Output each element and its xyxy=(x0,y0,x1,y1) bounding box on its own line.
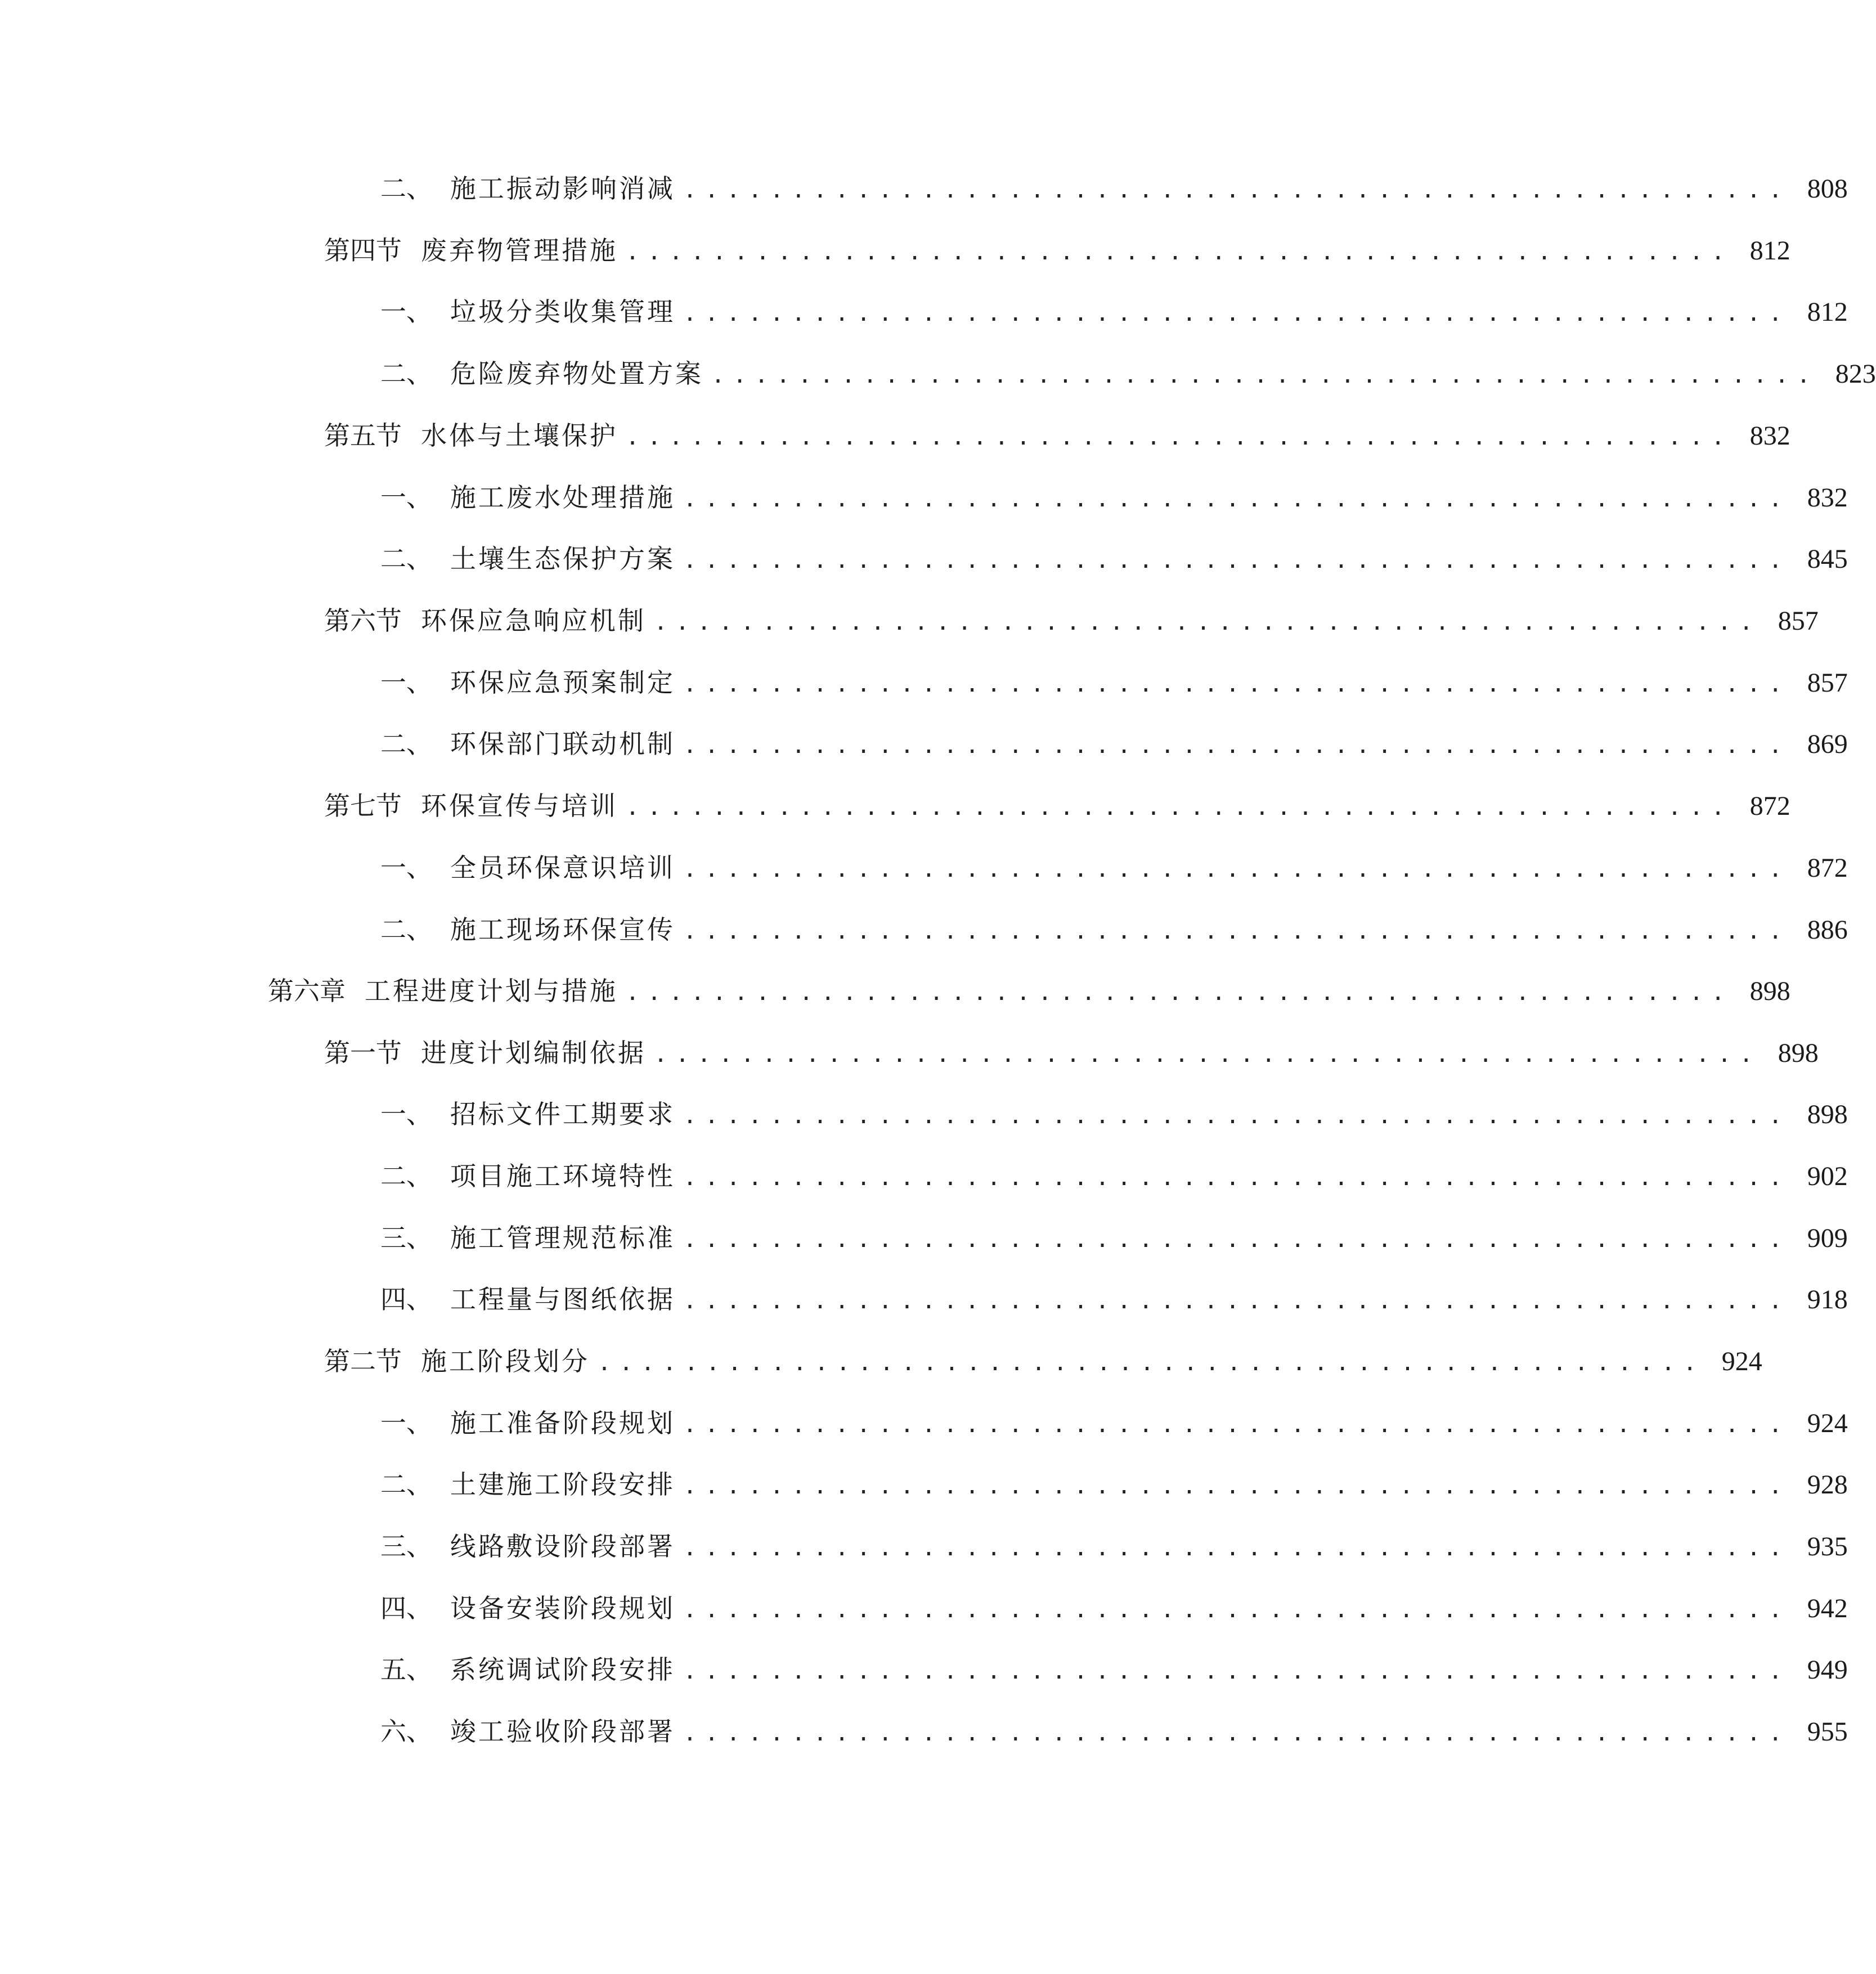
toc-entry-page: 898 xyxy=(1749,976,1790,1006)
toc-entry-number: 二、 xyxy=(380,358,432,389)
toc-leader-dots: ................................................... xyxy=(683,671,1790,697)
toc-entry[interactable] xyxy=(380,907,1848,952)
toc-entry-number: 第一节 xyxy=(324,1038,402,1068)
toc-entry-title: 全员环保意识培训 xyxy=(450,853,675,883)
toc-entry[interactable] xyxy=(380,845,1848,890)
toc-entry-title: 设备安装阶段规划 xyxy=(450,1593,675,1623)
toc-leader-dots: ................................................... xyxy=(683,1473,1790,1499)
toc-entry[interactable] xyxy=(324,598,1819,643)
toc-entry[interactable] xyxy=(380,1709,1848,1754)
toc-entry-number: 二、 xyxy=(380,173,432,204)
toc-entry[interactable] xyxy=(380,1154,1848,1199)
toc-entry-page: 935 xyxy=(1807,1532,1848,1562)
toc-entry-title: 施工废水处理措施 xyxy=(450,482,675,513)
toc-entry-page: 869 xyxy=(1807,729,1848,759)
toc-entry-title: 环保应急响应机制 xyxy=(421,605,646,636)
toc-entry-page: 857 xyxy=(1807,668,1848,698)
toc-entry-title: 土建施工阶段安排 xyxy=(450,1469,675,1500)
toc-entry-page: 955 xyxy=(1807,1717,1848,1747)
toc-entry-number: 四、 xyxy=(380,1284,432,1314)
toc-entry-number: 三、 xyxy=(380,1223,432,1253)
toc-leader-dots: ................................................... xyxy=(683,1535,1790,1561)
toc-entry-number: 一、 xyxy=(380,667,432,698)
toc-leader-dots: ................................................... xyxy=(654,609,1761,635)
toc-entry-title: 工程进度计划与措施 xyxy=(365,976,618,1006)
toc-entry-number: 第六节 xyxy=(324,605,402,636)
toc-entry[interactable] xyxy=(380,166,1848,211)
toc-entry-number: 四、 xyxy=(380,1593,432,1623)
toc-entry-number: 一、 xyxy=(380,482,432,513)
toc-leader-dots: ................................................... xyxy=(683,856,1790,882)
toc-entry-number: 六、 xyxy=(380,1716,432,1747)
toc-entry-number: 一、 xyxy=(380,297,432,327)
toc-entry[interactable] xyxy=(324,783,1790,828)
toc-entry[interactable] xyxy=(380,1462,1848,1507)
toc-leader-dots: ................................................... xyxy=(626,795,1733,820)
toc-entry[interactable] xyxy=(380,660,1848,705)
toc-leader-dots: ................................................... xyxy=(654,1042,1761,1067)
toc-leader-dots: ................................................... xyxy=(626,239,1733,265)
toc-entry[interactable] xyxy=(324,1339,1762,1384)
toc-entry-title: 施工管理规范标准 xyxy=(450,1223,675,1253)
toc-entry-page: 928 xyxy=(1807,1470,1848,1500)
toc-entry-title: 施工准备阶段规划 xyxy=(450,1408,675,1438)
toc-entry-number: 第四节 xyxy=(324,235,402,266)
toc-leader-dots: ................................................... xyxy=(598,1350,1705,1376)
toc-entry-page: 832 xyxy=(1807,483,1848,513)
toc-entry[interactable] xyxy=(324,228,1790,273)
toc-entry-page: 832 xyxy=(1749,421,1790,451)
toc-entry-title: 危险废弃物处置方案 xyxy=(450,358,703,389)
toc-leader-dots: ................................................... xyxy=(683,733,1790,759)
toc-entry-page: 902 xyxy=(1807,1161,1848,1191)
toc-leader-dots: ................................................... xyxy=(683,1720,1790,1746)
toc-entry[interactable] xyxy=(380,1401,1848,1446)
toc-entry-page: 909 xyxy=(1807,1223,1848,1253)
toc-leader-dots: ................................................... xyxy=(683,1165,1790,1191)
toc-entry[interactable] xyxy=(380,1277,1848,1322)
toc-entry-title: 水体与土壤保护 xyxy=(421,420,618,451)
toc-entry-title: 线路敷设阶段部署 xyxy=(450,1531,675,1562)
toc-entry-number: 二、 xyxy=(380,1161,432,1191)
toc-entry-number: 一、 xyxy=(380,853,432,883)
toc-entry-page: 823 xyxy=(1835,359,1876,389)
toc-entry-page: 949 xyxy=(1807,1655,1848,1685)
toc-entry-number: 二、 xyxy=(380,544,432,574)
toc-entry[interactable] xyxy=(268,968,1790,1013)
toc-entry[interactable] xyxy=(380,475,1848,520)
toc-entry-page: 872 xyxy=(1749,791,1790,821)
toc-entry[interactable] xyxy=(380,1215,1848,1260)
toc-entry-page: 898 xyxy=(1807,1100,1848,1129)
toc-entry[interactable] xyxy=(380,351,1876,396)
toc-leader-dots: ................................................... xyxy=(683,1597,1790,1623)
toc-leader-dots: ................................................... xyxy=(683,486,1790,512)
toc-entry-number: 五、 xyxy=(380,1654,432,1685)
toc-entry-title: 工程量与图纸依据 xyxy=(450,1284,675,1314)
toc-leader-dots: ................................................... xyxy=(711,362,1819,388)
toc-leader-dots: ................................................... xyxy=(683,1227,1790,1253)
toc-leader-dots: ................................................... xyxy=(683,1103,1790,1129)
toc-entry-title: 施工现场环保宣传 xyxy=(450,914,675,945)
toc-entry-page: 924 xyxy=(1721,1347,1762,1376)
toc-entry[interactable] xyxy=(380,289,1848,334)
toc-entry[interactable] xyxy=(380,1092,1848,1137)
toc-entry-number: 二、 xyxy=(380,914,432,945)
toc-entry-title: 土壤生态保护方案 xyxy=(450,544,675,574)
toc-entry[interactable] xyxy=(324,413,1790,458)
toc-leader-dots: ................................................... xyxy=(683,1658,1790,1684)
toc-leader-dots: ................................................... xyxy=(683,300,1790,326)
toc-entry-page: 812 xyxy=(1807,297,1848,327)
toc-entry-number: 二、 xyxy=(380,729,432,759)
toc-entry-page: 845 xyxy=(1807,544,1848,574)
toc-entry-title: 施工振动影响消减 xyxy=(450,173,675,204)
toc-entry[interactable] xyxy=(324,1030,1819,1075)
toc-entry-page: 872 xyxy=(1807,853,1848,883)
toc-entry-title: 项目施工环境特性 xyxy=(450,1161,675,1191)
toc-entry-page: 924 xyxy=(1807,1408,1848,1438)
toc-entry-number: 第二节 xyxy=(324,1346,402,1376)
toc-entry-number: 一、 xyxy=(380,1099,432,1129)
toc-leader-dots: ................................................... xyxy=(683,1412,1790,1438)
toc-leader-dots: ................................................... xyxy=(683,1288,1790,1314)
toc-entry-page: 898 xyxy=(1778,1038,1819,1068)
toc-leader-dots: ................................................... xyxy=(683,918,1790,944)
toc-entry-title: 环保宣传与培训 xyxy=(421,791,618,821)
toc-entry-title: 废弃物管理措施 xyxy=(421,235,618,266)
toc-entry[interactable] xyxy=(380,1586,1848,1631)
toc-leader-dots: ................................................... xyxy=(683,177,1790,203)
toc-entry-page: 886 xyxy=(1807,915,1848,945)
toc-entry-number: 第六章 xyxy=(268,976,345,1006)
toc-entry-page: 812 xyxy=(1749,236,1790,266)
toc-entry-number: 二、 xyxy=(380,1469,432,1500)
toc-entry-page: 808 xyxy=(1807,174,1848,204)
toc-entry-title: 竣工验收阶段部署 xyxy=(450,1716,675,1747)
toc-leader-dots: ................................................... xyxy=(683,548,1790,573)
toc-entry[interactable] xyxy=(380,721,1848,766)
toc-entry-title: 系统调试阶段安排 xyxy=(450,1654,675,1685)
toc-entry-page: 918 xyxy=(1807,1285,1848,1314)
toc-entry[interactable] xyxy=(380,1524,1848,1569)
toc-entry-page: 942 xyxy=(1807,1594,1848,1623)
toc-entry-title: 招标文件工期要求 xyxy=(450,1099,675,1129)
toc-entry-page: 857 xyxy=(1778,606,1819,636)
toc-entry-number: 第五节 xyxy=(324,420,402,451)
toc-entry[interactable] xyxy=(380,536,1848,581)
toc-entry-number: 一、 xyxy=(380,1408,432,1438)
toc-entry-title: 垃圾分类收集管理 xyxy=(450,297,675,327)
toc-entry-number: 三、 xyxy=(380,1531,432,1562)
toc-entry-title: 进度计划编制依据 xyxy=(421,1038,646,1068)
toc-leader-dots: ................................................... xyxy=(626,980,1733,1006)
toc-leader-dots: ................................................... xyxy=(626,424,1733,450)
toc-entry[interactable] xyxy=(380,1647,1848,1692)
toc-entry-title: 环保部门联动机制 xyxy=(450,729,675,759)
toc-entry-title: 环保应急预案制定 xyxy=(450,667,675,698)
toc-entry-number: 第七节 xyxy=(324,791,402,821)
toc-entry-title: 施工阶段划分 xyxy=(421,1346,590,1376)
